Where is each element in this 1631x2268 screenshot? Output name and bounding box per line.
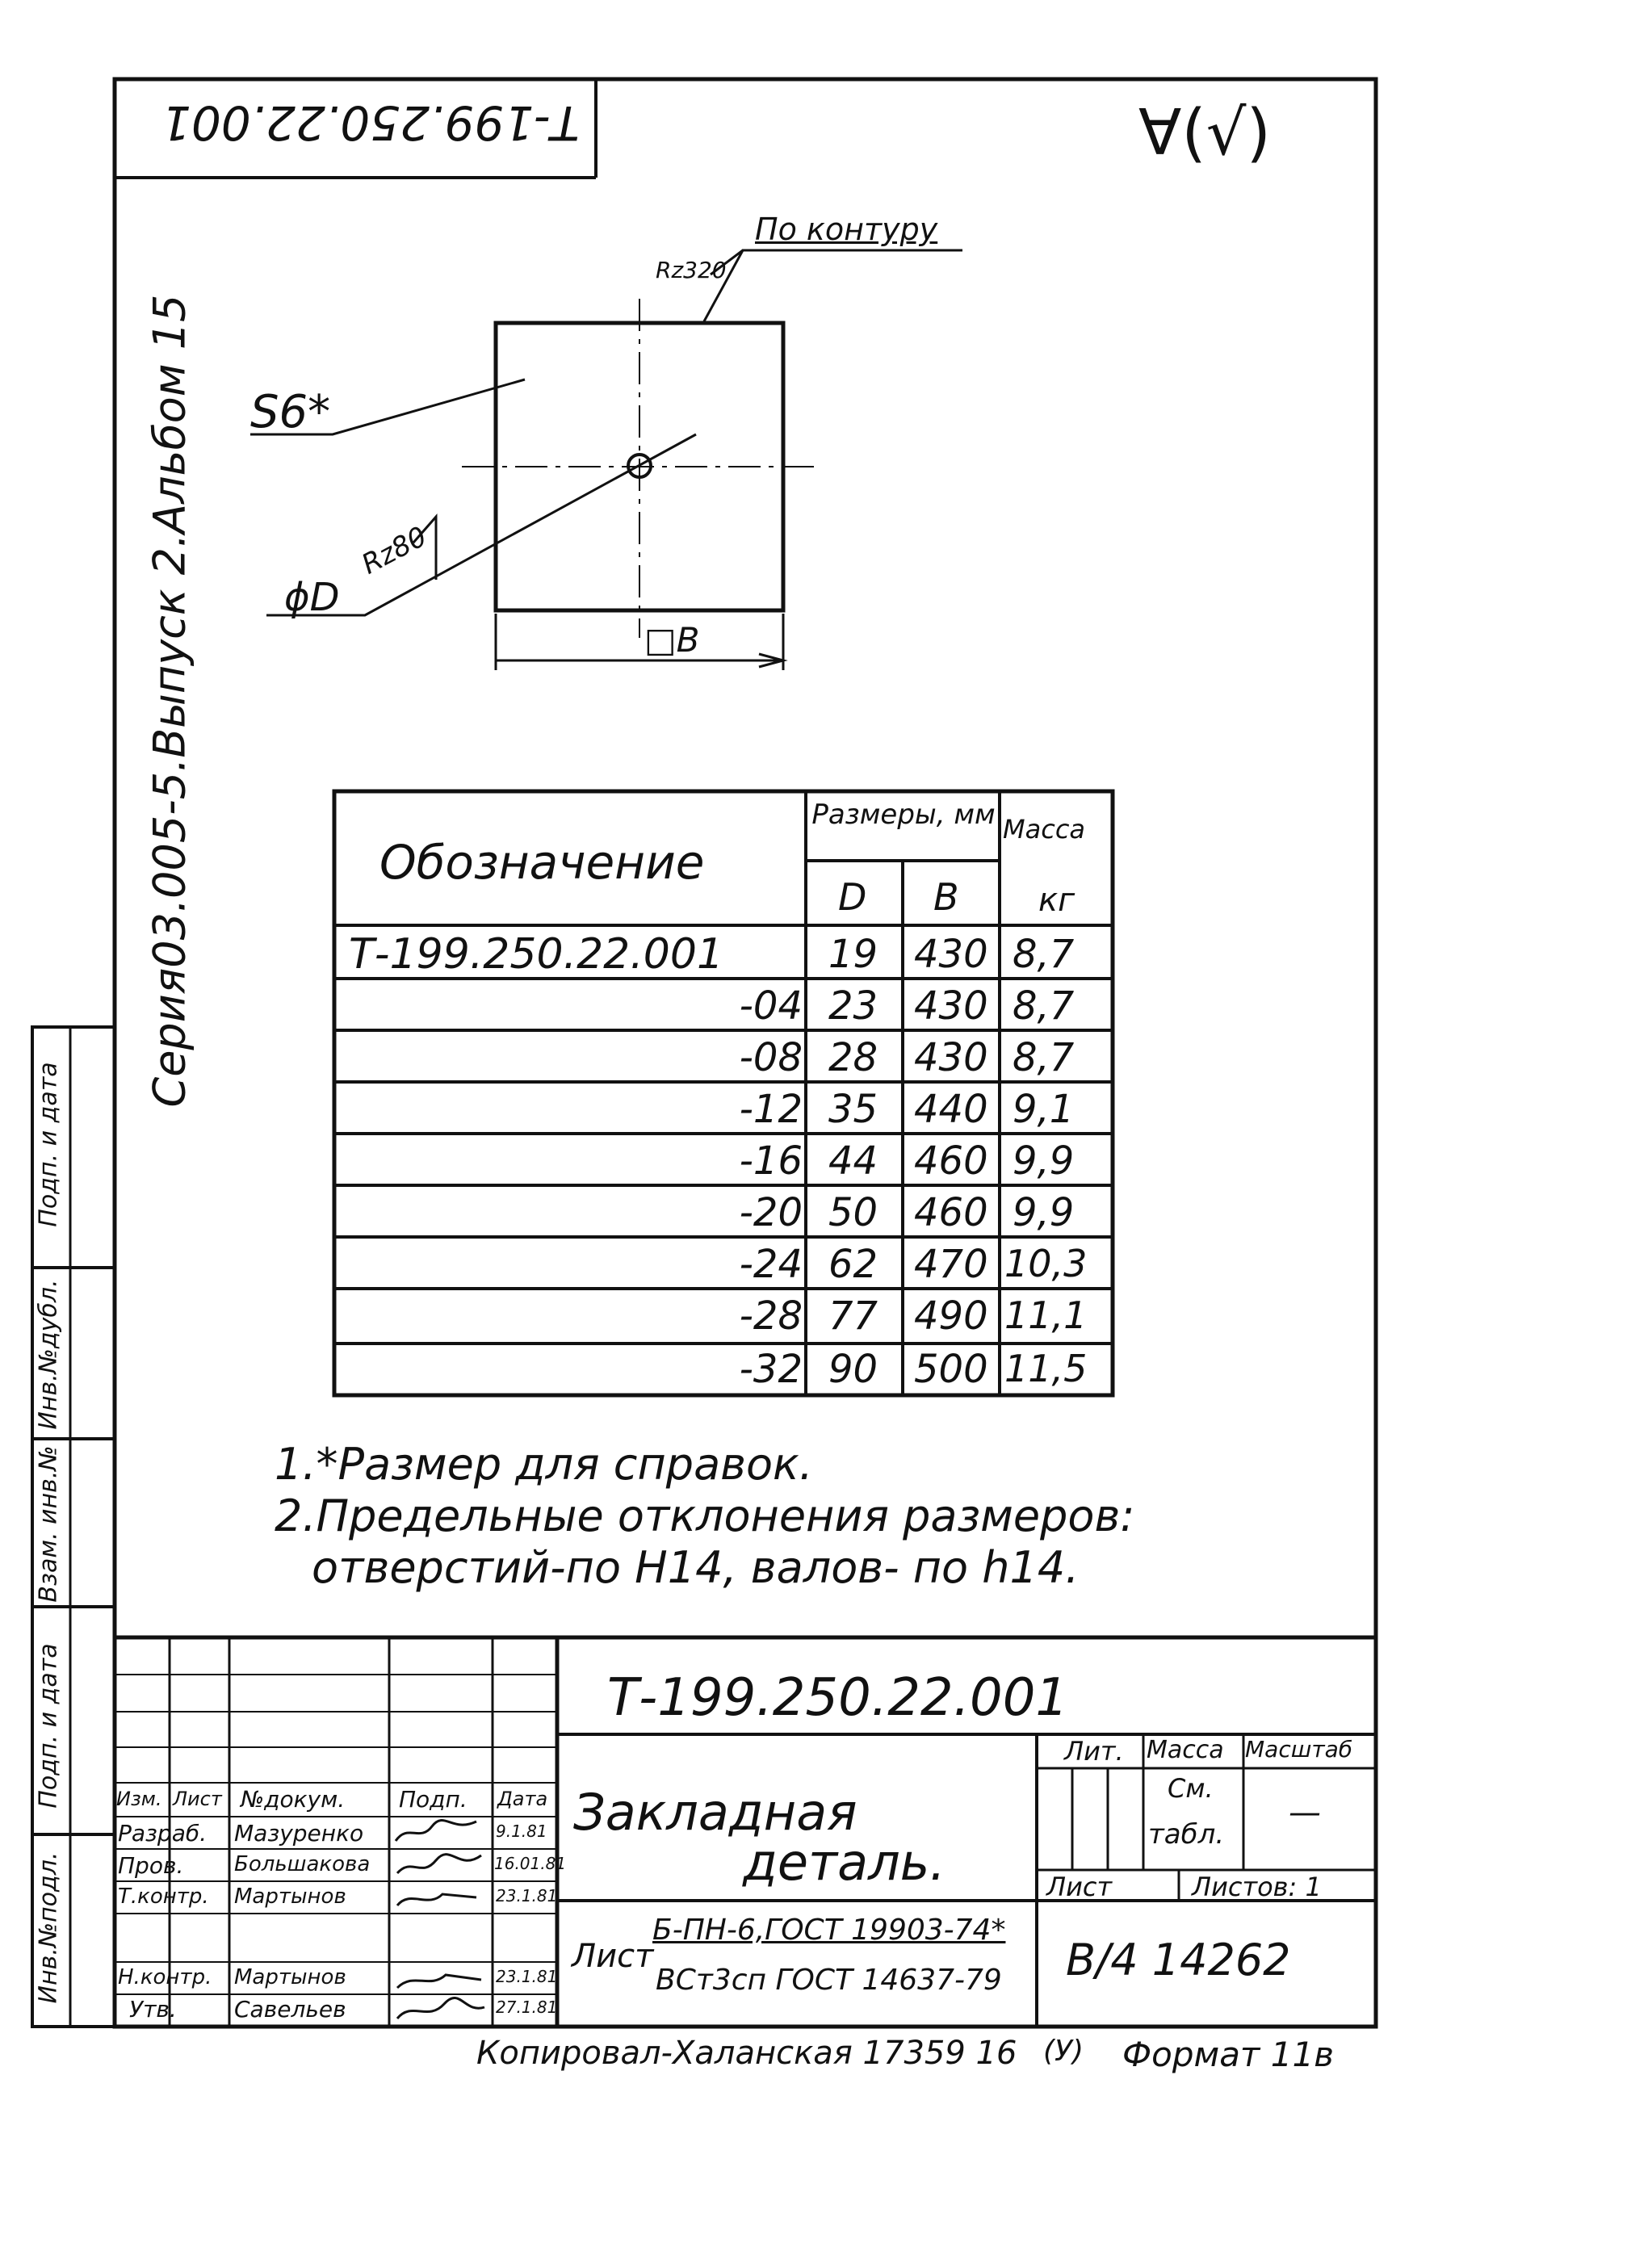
row-b: 430 [914, 1035, 988, 1080]
row-designation: Т-199.250.22.001 [349, 930, 724, 979]
row-d: 77 [828, 1293, 878, 1339]
row-designation: -20 [739, 1190, 803, 1235]
row-b: 460 [914, 1190, 988, 1235]
row-designation: -04 [739, 983, 803, 1029]
row-d: 23 [828, 983, 878, 1029]
date-checker: 16.01.81 [494, 1854, 567, 1873]
row-d: 28 [828, 1035, 878, 1080]
sheet-format: Формат 11в [1122, 2035, 1334, 2074]
col-header-sign: Подп. [399, 1786, 467, 1813]
table-header-designation: Обозначение [379, 835, 705, 890]
stamp-inv-orig: Инв.№подл. [34, 1851, 63, 2004]
copied-by: Копировал-Халанская 17359 16 [476, 2035, 1017, 2072]
rz80-label: Rz80 [356, 520, 433, 581]
name-developer: Мазуренко [234, 1820, 364, 1847]
mass-value-line2: табл. [1148, 1818, 1225, 1851]
row-mass: 8,7 [1013, 983, 1075, 1029]
date-developer: 9.1.81 [496, 1822, 547, 1841]
date-approved: 27.1.81 [496, 1998, 558, 2017]
row-mass: 11,1 [1004, 1293, 1088, 1337]
thickness-label: S6* [250, 386, 331, 438]
mass-label: Масса [1147, 1736, 1224, 1764]
row-b: 440 [914, 1087, 988, 1132]
role-approved: Утв. [129, 1996, 177, 2023]
material-bottom: ВСт3сп ГОСТ 14637-79 [656, 1964, 1002, 1997]
date-norm-control: 23.1.81 [496, 1967, 558, 1986]
title-name-line1: Закладная [573, 1783, 857, 1842]
row-d: 62 [828, 1242, 878, 1287]
role-tech-control: Т.контр. [118, 1884, 209, 1909]
row-mass: 8,7 [1013, 1035, 1075, 1080]
title-name-line2: деталь. [743, 1833, 945, 1892]
table-header-b: В [933, 875, 959, 919]
row-mass: 8,7 [1013, 932, 1075, 977]
table-header-mass: Масса [1003, 814, 1086, 845]
roughness-symbol: ∀(√) [1138, 97, 1271, 170]
col-header-change: Изм. [116, 1788, 162, 1810]
role-norm-control: Н.контр. [118, 1965, 212, 1989]
role-developer: Разраб. [118, 1820, 208, 1847]
col-header-date: Дата [497, 1788, 548, 1810]
rz320-label: Rz320 [656, 257, 727, 283]
organization-code: В/4 14262 [1066, 1935, 1291, 1985]
note-2-continued: отверстий-по Н14, валов- по h14. [312, 1542, 1080, 1593]
row-mass: 9,9 [1013, 1190, 1075, 1235]
role-checker: Пров. [118, 1852, 184, 1879]
table-header-kg: кг [1038, 882, 1075, 919]
row-d: 90 [828, 1347, 878, 1392]
scale-value: — [1289, 1794, 1321, 1831]
row-mass: 9,9 [1013, 1138, 1075, 1184]
note-1: 1.*Размер для справок. [275, 1439, 813, 1490]
row-d: 50 [828, 1190, 878, 1235]
row-designation: -32 [739, 1347, 803, 1392]
row-designation: -16 [739, 1138, 803, 1184]
row-b: 490 [914, 1293, 988, 1339]
title-drawing-code: Т-199.250.22.001 [607, 1668, 1069, 1728]
name-approved: Савельев [234, 1996, 346, 2023]
rotated-drawing-code: Т-199.250.22.001 [161, 95, 580, 150]
row-d: 19 [828, 932, 878, 977]
name-tech-control: Мартынов [234, 1884, 346, 1909]
row-b: 460 [914, 1138, 988, 1184]
scale-label: Масштаб [1245, 1736, 1353, 1763]
row-designation: -24 [739, 1242, 803, 1287]
row-mass: 9,1 [1013, 1087, 1075, 1132]
table-header-d: D [838, 875, 867, 919]
diameter-label: ϕD [284, 575, 340, 620]
col-header-doc: №докум. [241, 1786, 346, 1813]
footer-stamp: (У) [1043, 2035, 1084, 2068]
row-designation: -28 [739, 1293, 803, 1339]
row-b: 470 [914, 1242, 988, 1287]
sheet-label: Лист [1046, 1872, 1113, 1902]
date-tech-control: 23.1.81 [496, 1886, 558, 1905]
row-b: 430 [914, 983, 988, 1029]
row-designation: -12 [739, 1087, 803, 1132]
row-b: 430 [914, 932, 988, 977]
row-mass: 10,3 [1004, 1242, 1088, 1285]
lit-label: Лит. [1064, 1736, 1124, 1767]
material-top: Б-ПН-6,ГОСТ 19903-74* [652, 1914, 1006, 1947]
stamp-sign-date-2: Подп. и дата [34, 1062, 63, 1227]
series-text: Серия03.005-5.Выпуск 2.Альбом 15 [144, 294, 195, 1108]
name-norm-control: Мартынов [234, 1965, 346, 1989]
row-d: 44 [828, 1138, 878, 1184]
width-dimension-label: □В [644, 620, 700, 660]
table-header-dims: Размеры, мм [811, 799, 996, 831]
row-mass: 11,5 [1004, 1347, 1088, 1390]
row-designation: -08 [739, 1035, 803, 1080]
contour-label: По контуру [755, 212, 938, 247]
stamp-replace-inv: Взам. инв.№ [34, 1445, 63, 1603]
sheets-count: Листов: 1 [1192, 1872, 1322, 1902]
row-d: 35 [828, 1087, 878, 1132]
name-checker: Большакова [234, 1852, 371, 1876]
col-header-sheet: Лист [173, 1788, 222, 1810]
stamp-inv-dup: Инв.№дубл. [34, 1279, 63, 1430]
row-b: 500 [914, 1347, 988, 1392]
note-2: 2.Предельные отклонения размеров: [275, 1490, 1135, 1541]
mass-value-line1: См. [1168, 1773, 1214, 1804]
material-prefix: Лист [572, 1938, 654, 1975]
stamp-sign-date-1: Подп. и дата [34, 1643, 63, 1809]
